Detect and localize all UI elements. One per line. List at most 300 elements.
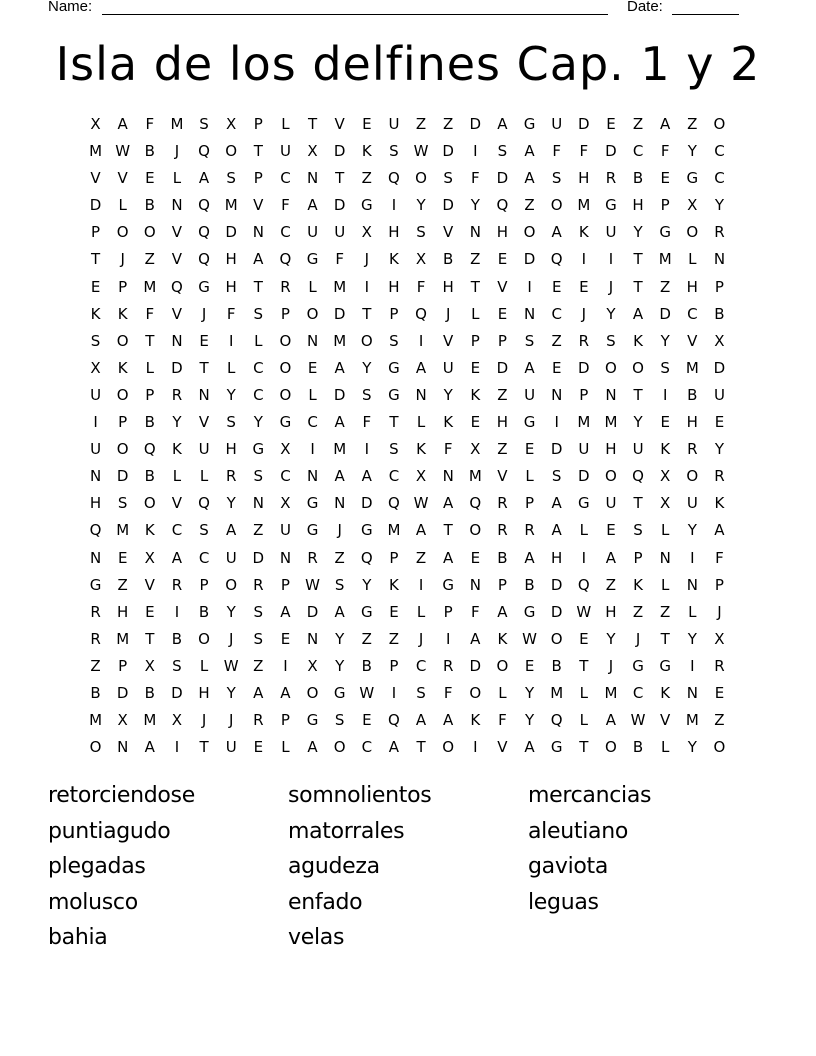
grid-cell: A <box>253 250 264 269</box>
grid-cell: X <box>280 440 291 459</box>
grid-cell: M <box>89 711 103 730</box>
grid-cell: A <box>551 521 562 540</box>
grid-cell: O <box>225 142 238 161</box>
grid-cell: Y <box>172 413 182 432</box>
grid-cell: H <box>578 169 590 188</box>
grid-cell: L <box>172 169 182 188</box>
grid-cell: G <box>442 575 454 594</box>
grid-cell: I <box>690 548 695 567</box>
grid-cell: K <box>389 250 399 269</box>
grid-cell: P <box>389 304 399 323</box>
grid-cell: J <box>174 142 180 161</box>
grid-cell: I <box>473 738 478 757</box>
grid-cell: X <box>415 250 427 269</box>
grid-cell: M <box>116 629 130 648</box>
grid-cell: U <box>686 494 698 513</box>
grid-cell: B <box>144 413 155 432</box>
grid-cell: R <box>524 521 535 540</box>
grid-cell: N <box>659 548 671 567</box>
grid-cell: A <box>443 548 454 567</box>
grid-cell: O <box>496 656 509 675</box>
word-list-item: aleutiano <box>528 818 628 844</box>
grid-cell: I <box>554 413 559 432</box>
grid-cell: J <box>201 711 207 730</box>
grid-cell: Z <box>632 115 644 133</box>
grid-cell: J <box>228 629 234 648</box>
grid-cell: B <box>714 304 725 323</box>
grid-cell: L <box>471 304 480 323</box>
grid-cell: C <box>171 521 183 540</box>
grid-cell: N <box>713 250 726 269</box>
grid-cell: J <box>120 250 125 269</box>
grid-cell: V <box>253 196 264 215</box>
grid-cell: A <box>280 683 291 702</box>
grid-cell: L <box>227 358 236 377</box>
grid-cell: U <box>279 142 291 161</box>
grid-cell: G <box>659 223 671 242</box>
grid-cell: A <box>334 602 345 621</box>
grid-cell: P <box>633 548 643 567</box>
grid-cell: U <box>90 385 102 404</box>
grid-cell: W <box>413 494 429 513</box>
word-list-item: enfado <box>288 889 363 915</box>
grid-cell: Q <box>469 494 482 513</box>
grid-cell: Y <box>416 196 426 215</box>
grid-cell: Z <box>90 656 101 675</box>
grid-cell: O <box>116 331 129 350</box>
grid-cell: H <box>225 277 237 296</box>
grid-cell: L <box>281 738 290 757</box>
grid-cell: U <box>307 223 319 242</box>
grid-cell: B <box>144 196 155 215</box>
grid-cell: D <box>469 656 482 675</box>
grid-cell: I <box>228 331 234 350</box>
grid-cell: R <box>225 467 237 486</box>
grid-cell: I <box>527 277 532 296</box>
grid-cell: S <box>253 467 264 486</box>
grid-cell: X <box>714 331 725 350</box>
grid-cell: I <box>662 385 668 404</box>
grid-cell: E <box>362 711 372 730</box>
grid-cell: G <box>306 494 319 513</box>
grid-cell: R <box>605 169 617 188</box>
grid-cell: S <box>389 331 399 350</box>
grid-cell: U <box>632 440 644 459</box>
grid-cell: N <box>686 575 698 594</box>
grid-cell: Z <box>415 548 427 567</box>
grid-cell: T <box>633 385 643 404</box>
grid-cell: E <box>660 169 670 188</box>
grid-cell: O <box>306 304 319 323</box>
grid-cell: K <box>144 521 155 540</box>
grid-cell: E <box>362 115 372 133</box>
grid-cell: G <box>89 575 102 594</box>
grid-cell: P <box>253 169 263 188</box>
grid-cell: H <box>198 683 210 702</box>
grid-cell: E <box>660 413 670 432</box>
grid-cell: W <box>305 575 320 594</box>
page-title: Isla de los delfines Cap. 1 y 2 <box>55 37 761 91</box>
grid-cell: H <box>442 277 454 296</box>
grid-cell: E <box>606 521 616 540</box>
grid-cell: O <box>116 440 129 459</box>
grid-cell: A <box>415 358 427 377</box>
grid-cell: O <box>306 683 319 702</box>
grid-cell: Q <box>632 467 644 486</box>
grid-cell: Z <box>605 575 617 594</box>
grid-cell: J <box>635 629 641 648</box>
grid-cell: S <box>226 413 236 432</box>
word-list-item: puntiagudo <box>48 818 171 844</box>
grid-cell: Z <box>687 115 698 133</box>
grid-cell: F <box>362 413 372 432</box>
grid-cell: R <box>497 521 508 540</box>
grid-cell: O <box>279 331 292 350</box>
grid-cell: F <box>281 196 290 215</box>
grid-cell: L <box>416 602 426 621</box>
grid-cell: Y <box>226 602 236 621</box>
grid-cell: Q <box>279 250 292 269</box>
grid-cell: I <box>608 250 614 269</box>
grid-cell: W <box>223 656 239 675</box>
grid-cell: C <box>632 142 644 161</box>
grid-cell: U <box>442 358 454 377</box>
grid-cell: D <box>550 575 563 594</box>
grid-cell: G <box>523 602 536 621</box>
grid-cell: P <box>118 413 128 432</box>
grid-cell: N <box>89 548 102 567</box>
grid-cell: O <box>605 738 617 757</box>
grid-cell: X <box>226 115 237 133</box>
grid-cell: P <box>199 575 209 594</box>
grid-cell: V <box>171 494 183 513</box>
grid-cell: S <box>199 115 209 133</box>
grid-cell: W <box>115 142 131 161</box>
grid-cell: M <box>577 413 591 432</box>
grid-cell: N <box>469 223 481 242</box>
grid-cell: L <box>661 738 670 757</box>
grid-cell: S <box>389 142 399 161</box>
grid-cell: K <box>470 385 481 404</box>
grid-cell: L <box>688 250 697 269</box>
grid-cell: V <box>687 331 698 350</box>
grid-cell: G <box>361 196 373 215</box>
grid-cell: U <box>578 440 590 459</box>
grid-cell: K <box>90 304 101 323</box>
grid-cell: S <box>226 169 236 188</box>
grid-cell: T <box>416 738 426 757</box>
grid-cell: N <box>252 223 264 242</box>
grid-cell: S <box>660 358 670 377</box>
grid-cell: A <box>334 358 345 377</box>
grid-cell: R <box>253 575 264 594</box>
grid-cell: Z <box>361 629 372 648</box>
grid-cell: T <box>335 169 345 188</box>
grid-cell: C <box>307 413 318 432</box>
grid-cell: D <box>496 358 509 377</box>
grid-cell: G <box>523 115 536 133</box>
grid-cell: D <box>523 250 536 269</box>
grid-cell: Z <box>714 711 725 730</box>
grid-cell: A <box>605 711 617 730</box>
grid-cell: H <box>496 223 509 242</box>
grid-cell: H <box>496 413 509 432</box>
grid-cell: O <box>279 358 292 377</box>
grid-cell: P <box>497 575 507 594</box>
grid-cell: O <box>550 196 563 215</box>
grid-cell: A <box>280 602 291 621</box>
grid-cell: X <box>171 711 183 730</box>
grid-cell: U <box>551 115 563 133</box>
grid-cell: X <box>90 115 101 133</box>
grid-cell: E <box>714 683 725 702</box>
grid-cell: K <box>361 142 372 161</box>
grid-cell: F <box>443 440 453 459</box>
word-list-item: molusco <box>48 889 138 915</box>
grid-cell: G <box>523 413 536 432</box>
grid-cell: A <box>551 494 562 513</box>
grid-cell: T <box>633 494 643 513</box>
grid-cell: L <box>579 683 588 702</box>
grid-cell: P <box>118 277 128 296</box>
grid-cell: D <box>496 169 509 188</box>
grid-cell: Z <box>443 115 454 133</box>
grid-cell: Q <box>415 304 427 323</box>
grid-cell: A <box>307 738 318 757</box>
grid-cell: E <box>606 115 616 133</box>
grid-cell: P <box>525 494 535 513</box>
grid-cell: N <box>442 467 454 486</box>
grid-cell: O <box>469 683 482 702</box>
grid-cell: S <box>524 331 535 350</box>
grid-cell: Z <box>470 250 481 269</box>
grid-cell: C <box>253 385 264 404</box>
grid-cell: S <box>551 467 562 486</box>
grid-cell: E <box>253 738 264 757</box>
grid-cell: K <box>660 440 671 459</box>
grid-cell: B <box>90 683 101 702</box>
grid-cell: E <box>470 413 481 432</box>
grid-cell: P <box>497 331 507 350</box>
grid-cell: N <box>306 169 319 188</box>
grid-cell: G <box>605 196 617 215</box>
grid-cell: T <box>145 331 155 350</box>
grid-cell: P <box>280 711 290 730</box>
grid-cell: Z <box>632 602 644 621</box>
grid-cell: K <box>443 413 454 432</box>
grid-cell: P <box>91 223 101 242</box>
grid-cell: P <box>280 575 290 594</box>
grid-cell: E <box>579 629 589 648</box>
grid-cell: I <box>581 250 587 269</box>
grid-cell: W <box>359 683 375 702</box>
grid-cell: Y <box>714 196 725 215</box>
grid-cell: D <box>605 142 617 161</box>
grid-cell: O <box>279 385 292 404</box>
grid-cell: A <box>443 711 454 730</box>
grid-cell: D <box>333 142 346 161</box>
grid-cell: K <box>578 223 589 242</box>
grid-cell: Y <box>524 711 535 730</box>
grid-cell: D <box>578 467 590 486</box>
grid-cell: G <box>578 494 590 513</box>
grid-cell: A <box>334 467 345 486</box>
grid-cell: M <box>224 196 238 215</box>
grid-cell: H <box>551 548 563 567</box>
grid-cell: M <box>116 521 130 540</box>
grid-cell: Q <box>198 494 210 513</box>
word-list <box>48 780 768 958</box>
grid-cell: T <box>470 277 480 296</box>
grid-cell: G <box>361 602 373 621</box>
grid-cell: C <box>687 304 698 323</box>
grid-cell: O <box>686 223 699 242</box>
grid-cell: A <box>415 711 427 730</box>
grid-cell: A <box>144 738 155 757</box>
grid-cell: T <box>660 629 670 648</box>
grid-cell: X <box>361 223 372 242</box>
grid-cell: D <box>469 115 482 133</box>
grid-cell: O <box>415 169 427 188</box>
grid-cell: T <box>90 250 101 269</box>
grid-cell: L <box>688 602 697 621</box>
grid-cell: S <box>334 711 345 730</box>
grid-cell: N <box>686 683 698 702</box>
grid-cell: B <box>361 656 372 675</box>
grid-cell: I <box>391 196 397 215</box>
grid-cell: N <box>469 575 481 594</box>
grid-cell: E <box>307 358 318 377</box>
grid-cell: L <box>172 467 182 486</box>
grid-cell: K <box>497 629 508 648</box>
grid-cell: L <box>661 521 670 540</box>
grid-cell: M <box>577 196 591 215</box>
grid-cell: L <box>308 277 317 296</box>
grid-cell: S <box>253 304 264 323</box>
word-list-item: plegadas <box>48 854 146 879</box>
grid-cell: E <box>524 440 535 459</box>
grid-cell: G <box>306 250 319 269</box>
grid-cell: M <box>143 277 157 296</box>
grid-cell: P <box>389 548 399 567</box>
grid-cell: N <box>171 196 183 215</box>
grid-cell: T <box>443 521 453 540</box>
grid-cell: M <box>604 413 618 432</box>
grid-cell: E <box>551 277 562 296</box>
grid-cell: E <box>117 548 128 567</box>
grid-cell: X <box>90 358 101 377</box>
grid-cell: Y <box>226 683 236 702</box>
grid-cell: I <box>581 548 587 567</box>
grid-cell: S <box>362 385 372 404</box>
grid-cell: J <box>337 521 342 540</box>
grid-cell: A <box>660 115 671 133</box>
grid-cell: Q <box>198 196 210 215</box>
grid-cell: D <box>116 467 129 486</box>
grid-cell: I <box>310 440 315 459</box>
grid-cell: P <box>443 602 453 621</box>
grid-cell: A <box>524 738 535 757</box>
grid-cell: B <box>144 683 155 702</box>
grid-cell: V <box>334 115 345 133</box>
grid-cell: I <box>473 142 478 161</box>
grid-cell: M <box>604 683 618 702</box>
grid-cell: L <box>145 358 154 377</box>
grid-cell: V <box>171 304 183 323</box>
grid-cell: A <box>524 548 535 567</box>
grid-cell: Q <box>198 223 210 242</box>
grid-cell: U <box>713 385 725 404</box>
grid-cell: O <box>333 738 346 757</box>
grid-cell: M <box>143 711 157 730</box>
grid-cell: N <box>334 494 346 513</box>
grid-cell: D <box>333 196 346 215</box>
grid-cell: A <box>198 169 210 188</box>
grid-cell: X <box>144 548 155 567</box>
header-line <box>48 0 748 20</box>
grid-cell: S <box>551 169 562 188</box>
grid-cell: E <box>280 629 291 648</box>
grid-cell: N <box>415 385 427 404</box>
grid-cell: A <box>171 548 183 567</box>
grid-cell: M <box>333 331 347 350</box>
grid-cell: Q <box>577 575 590 594</box>
grid-cell: V <box>497 738 508 757</box>
date-field-blank <box>672 14 739 15</box>
word-list-item: gaviota <box>528 854 609 879</box>
grid-cell: A <box>524 142 535 161</box>
grid-cell: J <box>608 656 614 675</box>
grid-cell: R <box>687 440 698 459</box>
word-list-item: leguas <box>528 889 599 915</box>
grid-cell: C <box>280 223 291 242</box>
grid-cell: Y <box>660 331 670 350</box>
grid-cell: F <box>443 683 453 702</box>
grid-cell: P <box>579 385 589 404</box>
grid-cell: M <box>333 277 347 296</box>
grid-cell: B <box>524 575 535 594</box>
grid-cell: X <box>307 656 318 675</box>
grid-cell: A <box>307 196 318 215</box>
grid-cell: P <box>389 656 399 675</box>
grid-cell: I <box>391 683 397 702</box>
grid-cell: F <box>579 142 589 161</box>
grid-cell: O <box>442 738 455 757</box>
grid-cell: O <box>116 223 129 242</box>
grid-cell: R <box>578 331 590 350</box>
grid-cell: F <box>145 304 155 323</box>
grid-cell: V <box>660 711 671 730</box>
grid-cell: M <box>387 521 401 540</box>
grid-cell: D <box>171 683 183 702</box>
grid-cell: C <box>415 656 427 675</box>
grid-cell: L <box>579 711 588 730</box>
grid-cell: O <box>605 467 617 486</box>
grid-cell: M <box>658 250 672 269</box>
grid-cell: E <box>470 358 481 377</box>
grid-cell: C <box>714 169 725 188</box>
grid-cell: S <box>253 629 264 648</box>
grid-cell: E <box>579 277 589 296</box>
grid-cell: Y <box>362 358 372 377</box>
grid-cell: O <box>632 358 644 377</box>
grid-cell: Y <box>687 521 697 540</box>
grid-cell: Y <box>687 629 697 648</box>
grid-cell: A <box>524 358 535 377</box>
grid-cell: A <box>117 115 128 133</box>
grid-cell: F <box>552 142 561 161</box>
grid-cell: B <box>687 385 698 404</box>
